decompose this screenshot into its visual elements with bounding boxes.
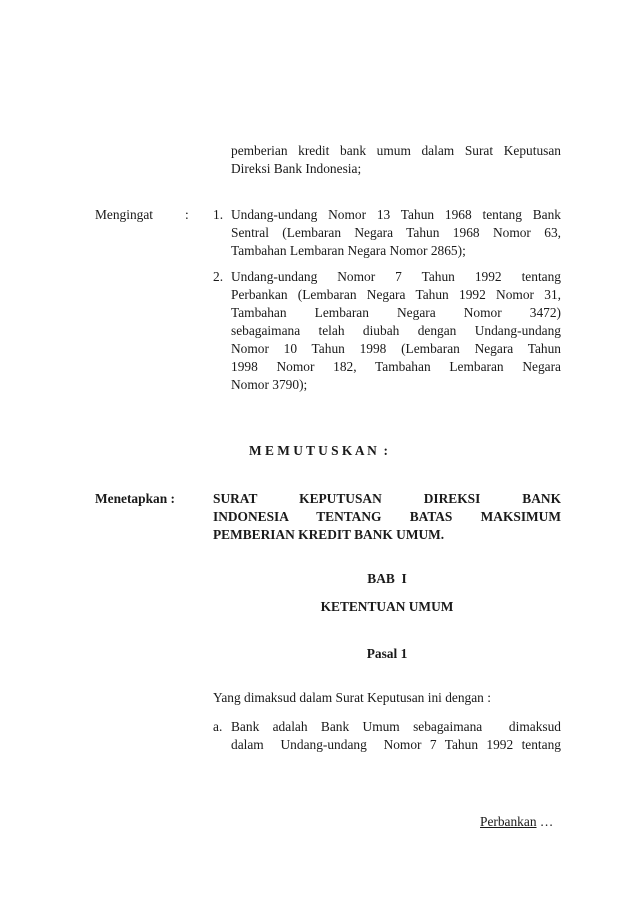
mengingat-item-2-line-2: Perbankan (Lembaran Negara Tahun 1992 Nomor 31,: [231, 287, 561, 302]
mengingat-item-1-number: 1.: [213, 207, 224, 222]
mengingat-colon: :: [185, 207, 189, 222]
item-a-line-1: Bank adalah Bank Umum sebagaimana dimaksud: [231, 719, 561, 734]
continuation-line-2: Direksi Bank Indonesia;: [231, 161, 362, 176]
continuation-line-1: pemberian kredit bank umum dalam Surat Keputusan: [231, 143, 561, 158]
footer-next-word: Perbankan: [480, 814, 537, 829]
bab-title: KETENTUAN UMUM: [320, 599, 454, 614]
footer-continuation: [480, 813, 553, 831]
item-a-letter: a.: [213, 719, 223, 734]
memutuskan-heading: M E M U T U S K A N :: [249, 443, 389, 458]
mengingat-item-2-line-7: Nomor 3790);: [231, 377, 308, 392]
mengingat-item-2-line-5: Nomor 10 Tahun 1998 (Lembaran Negara Tahun: [231, 341, 561, 356]
mengingat-item-2-line-6: 1998 Nomor 182, Tambahan Lembaran Negara: [231, 359, 561, 374]
mengingat-item-1-line-1: Undang-undang Nomor 13 Tahun 1968 tentang Bank: [231, 207, 561, 222]
menetapkan-line-1: SURAT KEPUTUSAN DIREKSI BANK: [213, 491, 561, 506]
menetapkan-line-3: PEMBERIAN KREDIT BANK UMUM.: [213, 527, 445, 542]
mengingat-label: Mengingat: [95, 207, 154, 222]
item-a-line-2: dalam Undang-undang Nomor 7 Tahun 1992 tentang: [231, 737, 561, 752]
pasal-heading: Pasal 1: [366, 646, 408, 661]
mengingat-item-1-line-3: Tambahan Lembaran Negara Nomor 2865);: [231, 243, 466, 258]
pasal-intro: Yang dimaksud dalam Surat Keputusan ini dengan :: [213, 690, 491, 705]
mengingat-item-1-line-2: Sentral (Lembaran Negara Tahun 1968 Nomor 63,: [231, 225, 561, 240]
bab-heading: BAB I: [367, 571, 407, 586]
menetapkan-line-2: INDONESIA TENTANG BATAS MAKSIMUM: [213, 509, 561, 524]
mengingat-item-2-line-4: sebagaimana telah diubah dengan Undang-undang: [231, 323, 561, 338]
mengingat-item-2-line-1: Undang-undang Nomor 7 Tahun 1992 tentang: [231, 269, 561, 284]
mengingat-item-2-number: 2.: [213, 269, 224, 284]
footer-ellipsis: …: [536, 814, 554, 829]
menetapkan-label: Menetapkan :: [95, 491, 175, 506]
mengingat-item-2-line-3: Tambahan Lembaran Negara Nomor 3472): [231, 305, 561, 320]
